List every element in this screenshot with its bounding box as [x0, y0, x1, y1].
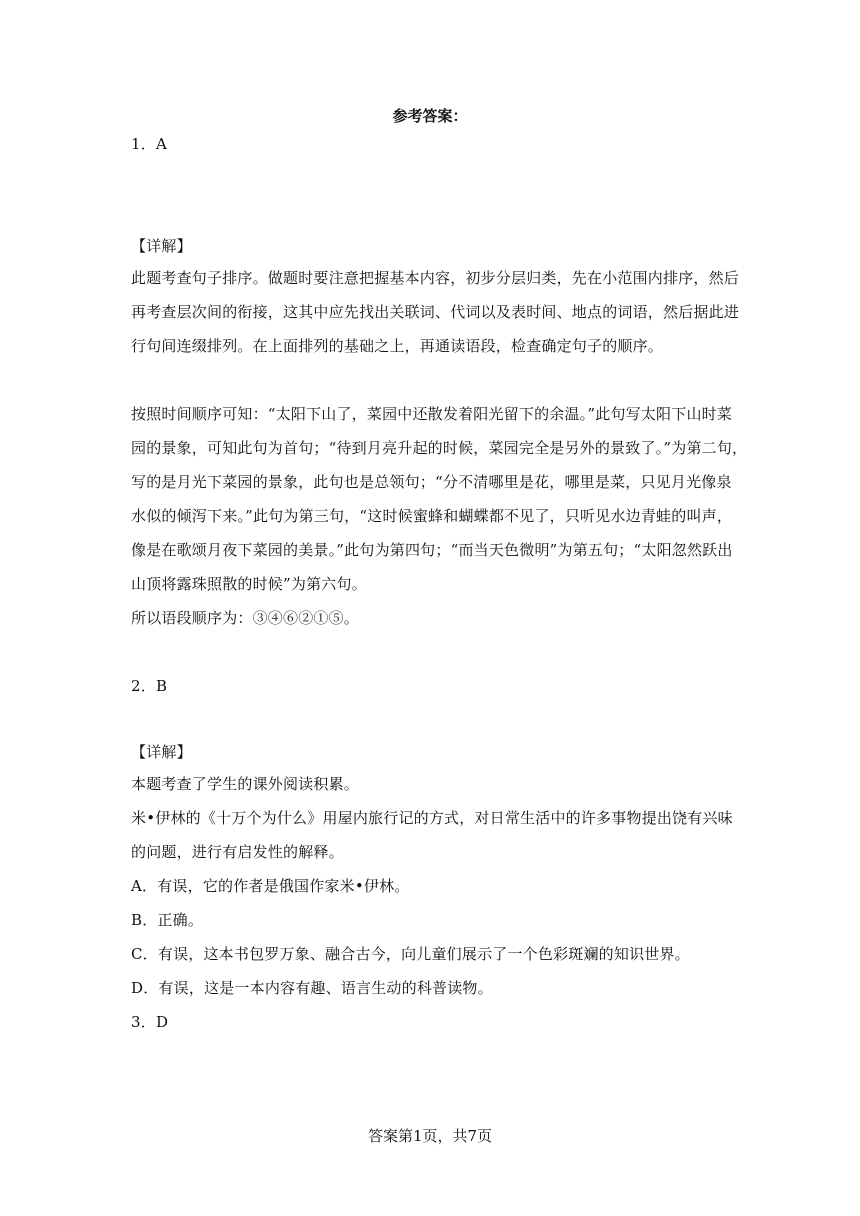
q2-option-b: B．正确。: [131, 911, 204, 929]
q2-option-d: D．有误，这是一本内容有趣、语言生动的科普读物。: [131, 979, 493, 997]
q2-answer: 2．B: [131, 677, 168, 695]
q1-para2-line: 水似的倾泻下来。”此句为第三句，“这时候蜜蜂和蝴蝶都不见了，只听见水边青蛙的叫声，: [131, 507, 733, 525]
q2-detail-label: 【详解】: [131, 743, 192, 761]
q2-option-c: C．有误，这本书包罗万象、融合古今，向儿童们展示了一个色彩斑斓的知识世界。: [131, 945, 690, 963]
q2-line: 米•伊林的《十万个为什么》用屋内旅行记的方式，对日常生活中的许多事物提出饶有兴味: [131, 809, 733, 827]
q2-line: 本题考查了学生的课外阅读积累。: [131, 775, 360, 793]
q1-para1-line: 再考查层次间的衔接，这其中应先找出关联词、代词以及表时间、地点的词语，然后据此进: [131, 303, 740, 321]
q1-para2-line: 写的是月光下菜园的景象，此句也是总领句；“分不清哪里是花，哪里是菜，只见月光像泉: [131, 473, 732, 491]
q2-line: 的问题，进行有启发性的解释。: [131, 843, 344, 861]
q1-answer: 1．A: [131, 135, 167, 153]
q1-para2-line: 山顶将露珠照散的时候”为第六句。: [131, 575, 367, 593]
q1-para2-line: 按照时间顺序可知：“太阳下山了，菜园中还散发着阳光留下的余温。”此句写太阳下山时菜: [131, 405, 733, 423]
q2-option-a: A．有误，它的作者是俄国作家米•伊林。: [131, 877, 410, 895]
q1-para2-line: 园的景象，可知此句为首句；“待到月亮升起的时候，菜园完全是另外的景致了。”为第二句，: [131, 439, 748, 457]
q1-conclusion: 所以语段顺序为：③④⑥②①⑤。: [131, 609, 360, 627]
q1-para2-line: 像是在歌颂月夜下菜园的美景。”此句为第四句；“而当天色微明”为第五句；“太阳忽然跃出: [131, 541, 733, 559]
q1-para1-line: 行句间连缀排列。在上面排列的基础之上，再通读语段，检查确定句子的顺序。: [131, 337, 664, 355]
q1-detail-label: 【详解】: [131, 237, 192, 255]
page-footer: 答案第1页，共7页: [367, 1127, 493, 1145]
q3-answer: 3．D: [131, 1013, 169, 1031]
q1-para1-line: 此题考查句子排序。做题时要注意把握基本内容，初步分层归类，先在小范围内排序，然后: [131, 269, 740, 287]
page-title: 参考答案：: [392, 107, 468, 125]
